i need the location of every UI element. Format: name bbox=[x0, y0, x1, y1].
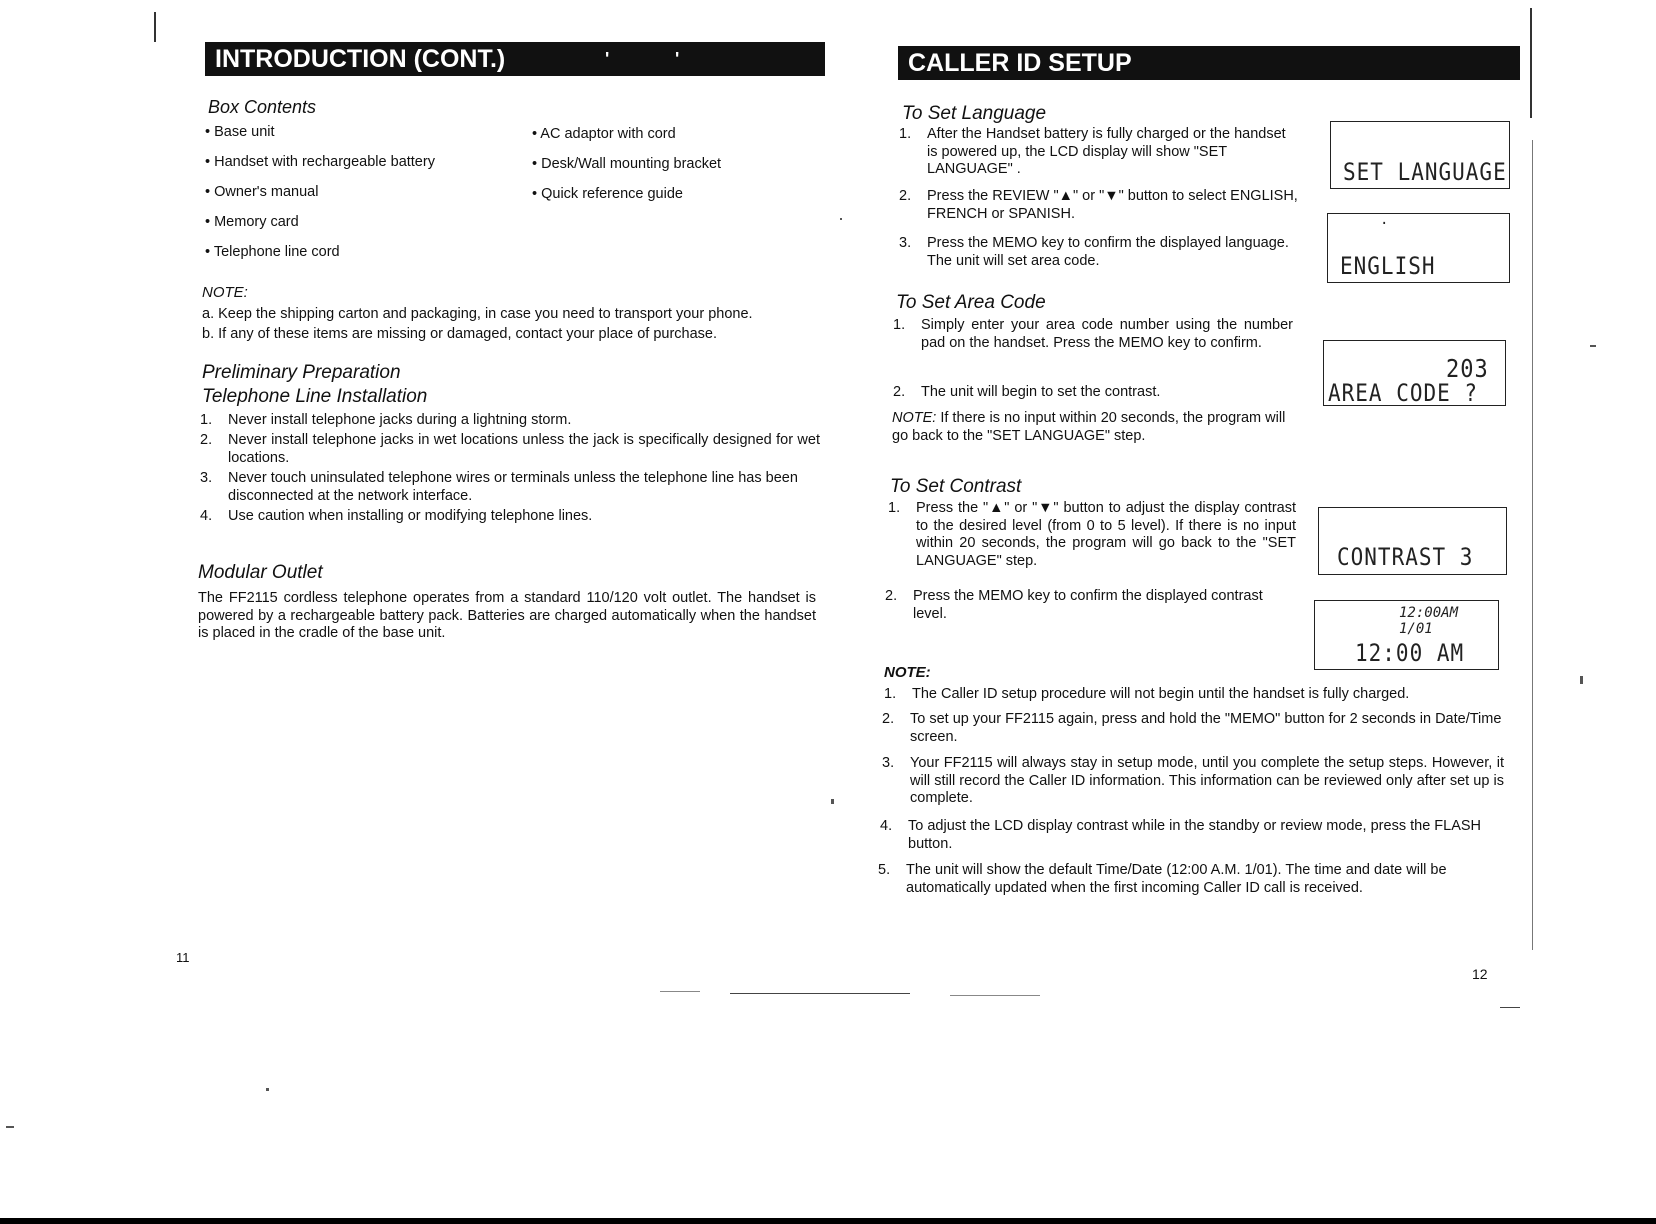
prelim-item bbox=[200, 432, 820, 467]
page-number-right: 12 bbox=[1472, 966, 1488, 982]
item-number: 2. bbox=[899, 188, 912, 204]
item-number: 3. bbox=[882, 755, 895, 771]
contrast-title: To Set Contrast bbox=[890, 476, 1022, 497]
item-number: 4. bbox=[200, 508, 213, 524]
area-code-title: To Set Area Code bbox=[896, 292, 1046, 313]
caller-id-header-title: CALLER ID SETUP bbox=[908, 49, 1132, 77]
item-text: The unit will begin to set the contrast. bbox=[921, 384, 1161, 400]
language-title: To Set Language bbox=[902, 103, 1047, 124]
box-item: • Desk/Wall mounting bracket bbox=[532, 156, 722, 172]
item-text: Press the MEMO key to confirm the displayed contrast level. bbox=[913, 588, 1263, 622]
item-number: 2. bbox=[893, 384, 906, 400]
lcd-time bbox=[1314, 600, 1499, 670]
note-label: NOTE: bbox=[202, 284, 248, 301]
item-number: 2. bbox=[885, 588, 898, 604]
gutter-line bbox=[730, 993, 910, 994]
box-item: • Base unit bbox=[205, 124, 275, 140]
item-text: Simply enter your area code number using the number pad on the handset. Press the MEMO key to confirm. bbox=[921, 317, 1293, 351]
lcd-area-number: 203 bbox=[1446, 355, 1489, 384]
box-contents-title: Box Contents bbox=[208, 97, 317, 117]
speck bbox=[840, 218, 842, 220]
page-edge-line bbox=[1532, 140, 1533, 950]
item-text: Your FF2115 will always stay in setup mode, until you complete the setup steps. However, it will still record the Caller ID information. This information can be reviewed only after set up is complete. bbox=[910, 755, 1504, 806]
item-number: 1. bbox=[888, 500, 901, 516]
item-number: 1. bbox=[884, 686, 897, 702]
item-text: Never install telephone jacks in wet locations unless the jack is specifically designed for wet locations. bbox=[228, 432, 820, 466]
area-code-note-label: NOTE: bbox=[892, 410, 937, 426]
modular-title: Modular Outlet bbox=[198, 562, 323, 583]
speck bbox=[831, 799, 834, 804]
contrast-item bbox=[885, 588, 1293, 623]
speck bbox=[266, 1088, 269, 1091]
setup-note-label: NOTE: bbox=[884, 664, 931, 681]
setup-note-item bbox=[882, 711, 1504, 746]
prelim-title: Preliminary Preparation bbox=[202, 362, 401, 383]
gutter-line bbox=[950, 995, 1040, 996]
modular-text: The FF2115 cordless telephone operates from a standard 110/120 volt outlet. The handset is powered by a rechargeable battery pack. Batteries are charged automatically when the handset is placed in the cradle of the base unit. bbox=[198, 590, 816, 641]
item-text: After the Handset battery is fully charged or the handset is powered up, the LCD display will show "SET LANGUAGE" . bbox=[927, 126, 1286, 177]
gutter-line bbox=[660, 991, 700, 992]
item-text: Never touch uninsulated telephone wires or terminals unless the telephone line has been disconnected at the network interface. bbox=[228, 470, 798, 504]
gutter-line bbox=[1500, 1007, 1520, 1008]
lcd-area-code bbox=[1323, 340, 1506, 406]
prelim-subtitle: Telephone Line Installation bbox=[202, 386, 428, 407]
box-item: • Telephone line cord bbox=[205, 244, 340, 260]
lcd-set-language bbox=[1330, 121, 1510, 189]
lcd-text: SET LANGUAGE bbox=[1343, 158, 1507, 186]
item-text: The Caller ID setup procedure will not begin until the handset is fully charged. bbox=[912, 686, 1410, 702]
speck bbox=[6, 1126, 14, 1128]
speck bbox=[1580, 676, 1583, 684]
lcd-text: CONTRAST 3 bbox=[1337, 543, 1474, 571]
area-code-note-text: If there is no input within 20 seconds, the program will go back to the "SET LANGUAGE" step. bbox=[892, 410, 1286, 444]
item-text: The unit will show the default Time/Date (12:00 A.M. 1/01). The time and date will be automatically updated when the first incoming Caller ID call is received. bbox=[906, 862, 1447, 896]
item-text: Never install telephone jacks during a lightning storm. bbox=[228, 412, 572, 428]
item-text: Press the REVIEW "▲" or "▼" button to select ENGLISH, FRENCH or SPANISH. bbox=[927, 188, 1298, 222]
lcd-time-main: 12:00 AM bbox=[1355, 639, 1465, 667]
item-number: 2. bbox=[882, 711, 895, 727]
item-number: 5. bbox=[878, 862, 891, 878]
contrast-item bbox=[888, 500, 1296, 570]
page-edge-line bbox=[1530, 8, 1532, 118]
item-number: 1. bbox=[893, 317, 906, 333]
item-number: 1. bbox=[899, 126, 912, 142]
page-number-left: 11 bbox=[176, 950, 190, 965]
item-number: 3. bbox=[200, 470, 213, 486]
area-code-item bbox=[893, 317, 1293, 352]
prelim-item bbox=[200, 508, 820, 526]
item-number: 3. bbox=[899, 235, 912, 251]
lcd-dot: · bbox=[1380, 216, 1389, 232]
setup-note-item bbox=[882, 755, 1504, 808]
bottom-scan-rule bbox=[0, 1218, 1656, 1224]
setup-note-item bbox=[884, 686, 1504, 704]
speck bbox=[1590, 345, 1596, 347]
item-text: To set up your FF2115 again, press and hold the "MEMO" button for 2 seconds in Date/Time screen. bbox=[910, 711, 1502, 745]
prelim-item bbox=[200, 470, 820, 505]
lcd-time-top: 12:00AM 1/01 bbox=[1399, 605, 1459, 637]
page-edge-line bbox=[154, 12, 156, 42]
item-text: Press the "▲" or "▼" button to adjust the display contrast to the desired level (from 0 to 5 level). If there is no input within 20 seconds, the program will go back to the "SET LANGUAGE" step. bbox=[916, 500, 1296, 569]
box-item: • Quick reference guide bbox=[532, 186, 683, 202]
box-item: • AC adaptor with cord bbox=[532, 126, 676, 142]
box-item: • Owner's manual bbox=[205, 184, 319, 200]
intro-header-title: INTRODUCTION (CONT.) bbox=[215, 45, 506, 73]
caller-id-header-bar bbox=[898, 46, 1520, 80]
note-a: a. Keep the shipping carton and packaging, in case you need to transport your phone. bbox=[202, 306, 753, 322]
item-text: Press the MEMO key to confirm the displayed language. The unit will set area code. bbox=[927, 235, 1289, 269]
language-item bbox=[899, 126, 1299, 179]
setup-note-item bbox=[878, 862, 1504, 897]
language-item bbox=[899, 188, 1299, 223]
prelim-item bbox=[200, 412, 820, 430]
lcd-contrast bbox=[1318, 507, 1507, 575]
box-item: • Handset with rechargeable battery bbox=[205, 154, 435, 170]
intro-header-bar bbox=[205, 42, 825, 76]
area-code-item bbox=[893, 384, 1293, 402]
note-b: b. If any of these items are missing or damaged, contact your place of purchase. bbox=[202, 326, 718, 342]
lcd-english bbox=[1327, 213, 1510, 283]
area-code-note bbox=[892, 410, 1292, 445]
header-mark-2: ' bbox=[675, 49, 680, 69]
setup-note-item bbox=[880, 818, 1504, 853]
item-number: 1. bbox=[200, 412, 213, 428]
item-number: 4. bbox=[880, 818, 893, 834]
item-number: 2. bbox=[200, 432, 213, 448]
item-text: Use caution when installing or modifying telephone lines. bbox=[228, 508, 593, 524]
lcd-text: ENGLISH bbox=[1340, 252, 1436, 280]
box-item: • Memory card bbox=[205, 214, 299, 230]
header-mark-1: ' bbox=[605, 49, 610, 69]
item-text: To adjust the LCD display contrast while in the standby or review mode, press the FLASH button. bbox=[908, 818, 1482, 852]
lcd-text: AREA CODE ? bbox=[1328, 379, 1479, 407]
language-item bbox=[899, 235, 1299, 270]
